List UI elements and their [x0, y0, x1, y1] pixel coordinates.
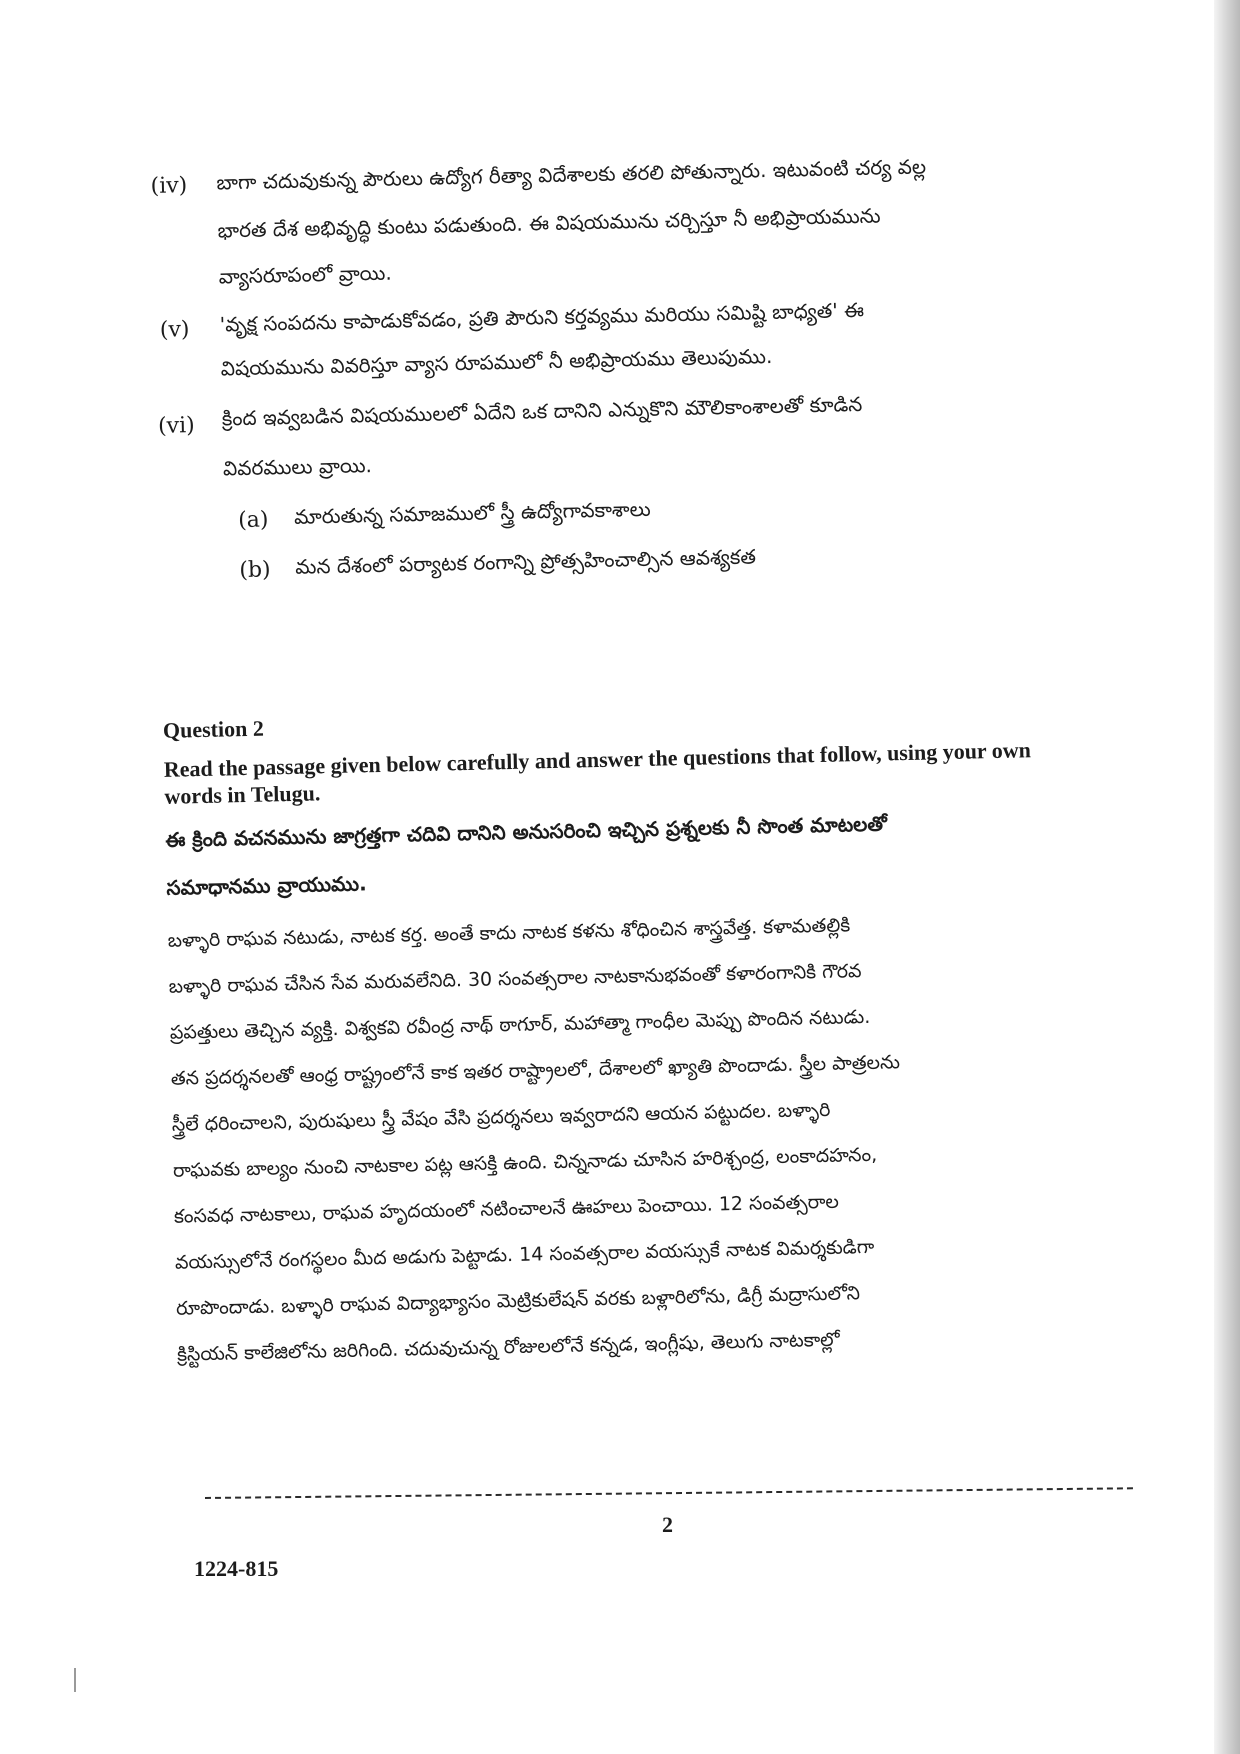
passage-line: తన ప్రదర్శనలతో ఆంధ్ర రాష్ట్రంలోనే కాక ఇతర రాష్ట్రాలలో, దేశాలలో ఖ్యాతి పొందాడు. స్త్రీల పాత్రలను	[170, 1051, 901, 1090]
scanned-page-edge	[1214, 0, 1240, 1754]
passage-line: స్త్రీలే ధరించాలని, పురుషులు స్త్రీ వేషం వేసి ప్రదర్శనలు ఇవ్వరాదని ఆయన పట్టుదల. బళ్ళారి	[171, 1098, 831, 1136]
passage-line: రూపొందాడు. బళ్ళారి రాఘవ విద్యాభ్యాసం మెట్రికులేషన్ వరకు బళ్లారిలోను, డిగ్రీ మద్రాసులోని	[175, 1282, 861, 1320]
passage-line: ప్రపత్తులు తెచ్చిన వ్యక్తి. విశ్వకవి రవీంద్ర నాథ్ ఠాగూర్, మహాత్మా గాంధీల మెప్పు పొందిన నటుడు.	[169, 1005, 871, 1044]
passage-line: బళ్ళారి రాఘవ చేసిన సేవ మరువలేనిది. 30 సంవత్సరాల నాటకానుభవంతో కళారంగానికి గౌరవ	[168, 960, 862, 998]
sub-item-text-b: మన దేశంలో పర్యాటక రంగాన్ని ప్రోత్సహించాల్సిన ఆవశ్యకత	[294, 544, 757, 579]
sub-item-number-b: (b)	[239, 557, 271, 584]
item-text-line: భారత దేశ అభివృద్ధి కుంటు పడుతుంది. ఈ విషయమును చర్చిస్తూ నీ అభిప్రాయమును	[217, 203, 881, 243]
passage-line: క్రిస్టియన్ కాలేజిలోను జరిగింది. చదువుచున్న రోజులలోనే కన్నడ, ఇంగ్లీషు, తెలుగు నాటకాల్లో	[176, 1328, 840, 1366]
item-text-line: క్రింద ఇవ్వబడిన విషయములలో ఏదేని ఒక దానిని ఎన్నుకొని మౌలికాంశాలతో కూడిన	[221, 391, 863, 431]
item-number: (vi)	[157, 413, 195, 439]
sub-item-text-a: మారుతున్న సమాజములో స్త్రీ ఉద్యోగావకాశాలు	[293, 496, 651, 529]
question-2-instruction-te-line: సమాధానము వ్రాయుము.	[166, 871, 367, 900]
question-2-instruction-te-line: ఈ క్రింది వచనమును జాగ్రత్తగా చదివి దానిని అనుసరించి ఇచ్చిన ప్రశ్నలకు నీ సొంత మాటలతో	[165, 811, 888, 852]
page-number: 2	[662, 1512, 673, 1537]
item-text-line: వ్యాసరూపంలో వ్రాయి.	[218, 260, 392, 289]
footer-divider	[205, 1487, 1133, 1499]
paper-code: 1224-815	[194, 1556, 279, 1581]
item-text-line: విషయమును వివరిస్తూ వ్యాస రూపములో నీ అభిప్రాయము తెలుపుము.	[220, 343, 773, 381]
exam-page-content	[150, 139, 1090, 1366]
question-2-instruction: Read the passage given below carefully and answer the questions that follow, using your own words in Telugu.	[163, 737, 1032, 809]
passage-line: బళ్ళారి రాఘవ నటుడు, నాటక కర్త. అంతే కాదు నాటక కళను శోధించిన శాస్త్రవేత్త. కళామతల్లికి	[167, 914, 851, 952]
item-number: (v)	[159, 317, 190, 343]
item-number: (iv)	[150, 173, 188, 199]
item-text-line: 'వృక్ష సంపదను కాపాడుకోవడం, ప్రతి పౌరుని కర్తవ్యము మరియు సమిష్టి బాధ్యత' ఈ	[219, 297, 865, 337]
scan-margin-mark	[74, 1668, 76, 1692]
passage-line: రాఘవకు బాల్యం నుంచి నాటకాల పట్ల ఆసక్తి ఉంది. చిన్ననాడు చూసిన హరిశ్చంద్ర, లంకాదహనం,	[172, 1143, 878, 1182]
item-text-line: వివరములు వ్రాయి.	[222, 453, 373, 481]
sub-item-number-a: (a)	[237, 507, 269, 534]
passage-line: కంసవధ నాటకాలు, రాఘవ హృదయంలో నటించాలనే ఊహలు పెంచాయి. 12 సంవత్సరాల	[173, 1190, 840, 1228]
passage-line: వయస్సులోనే రంగస్థలం మీద అడుగు పెట్టాడు. 14 సంవత్సరాల వయస్సుకే నాటక విమర్శకుడిగా	[174, 1235, 875, 1274]
question-2-heading: Question 2	[162, 715, 265, 743]
item-text-line: బాగా చదువుకున్న పౌరులు ఉద్యోగ రీత్యా విదేశాలకు తరలి పోతున్నారు. ఇటువంటి చర్య వల్ల	[216, 154, 927, 195]
